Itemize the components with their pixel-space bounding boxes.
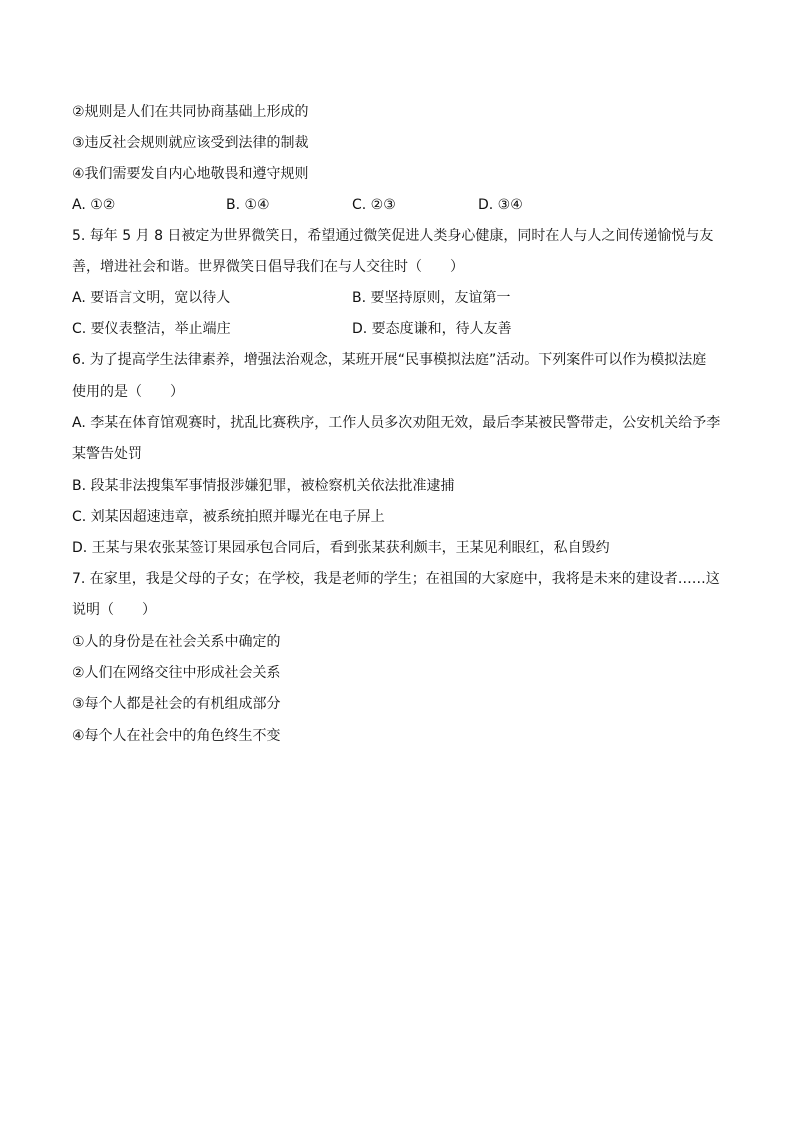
- q6-option-b: B. 段某非法搜集军事情报涉嫌犯罪，被检察机关依法批准逮捕: [72, 478, 455, 494]
- q5-option-c: C. 要仪表整洁，举止端庄: [72, 321, 231, 337]
- q7-statement-2: ②人们在网络交往中形成社会关系: [72, 665, 281, 681]
- q6-stem-line-1: 6. 为了提高学生法律素养，增强法治观念，某班开展“民事模拟法庭”活动。下列案件可以作为模拟法庭: [72, 352, 707, 368]
- q5-stem-line-1: 5. 每年 5 月 8 日被定为世界微笑日，希望通过微笑促进人类身心健康，同时在人与人之间传递愉悦与友: [72, 228, 714, 244]
- q5-option-b: B. 要坚持原则，友谊第一: [352, 290, 511, 306]
- q5-option-d: D. 要态度谦和，待人友善: [352, 321, 512, 337]
- statement-3: ③违反社会规则就应该受到法律的制裁: [72, 135, 309, 151]
- q6-stem-line-2: 使用的是（ ）: [72, 384, 184, 400]
- q6-option-a-line-1: A. 李某在体育馆观赛时，扰乱比赛秩序，工作人员多次劝阻无效，最后李某被民警带走，公安机关给予李: [72, 415, 721, 431]
- q4-option-d: D. ③④: [478, 197, 523, 213]
- q6-option-c: C. 刘某因超速违章，被系统拍照并曝光在电子屏上: [72, 509, 385, 525]
- q7-stem-line-1: 7. 在家里，我是父母的子女；在学校，我是老师的学生；在祖国的大家庭中，我将是未来的建设者……这: [72, 571, 720, 587]
- q5-stem-line-2: 善，增进社会和谐。世界微笑日倡导我们在与人交往时（ ）: [72, 259, 464, 275]
- q6-option-d: D. 王某与果农张某签订果园承包合同后，看到张某获利颇丰，王某见利眼红，私自毁约: [72, 540, 610, 556]
- q5-option-a: A. 要语言文明，宽以待人: [72, 290, 231, 306]
- q7-statement-1: ①人的身份是在社会关系中确定的: [72, 634, 281, 650]
- q7-statement-4: ④每个人在社会中的角色终生不变: [72, 728, 281, 744]
- q4-option-a: A. ①②: [72, 197, 116, 213]
- q7-stem-line-2: 说明（ ）: [72, 602, 156, 618]
- q4-option-c: C. ②③: [352, 197, 396, 213]
- statement-2: ②规则是人们在共同协商基础上形成的: [72, 104, 309, 120]
- q4-option-b: B. ①④: [226, 197, 270, 213]
- q7-statement-3: ③每个人都是社会的有机组成部分: [72, 696, 281, 712]
- statement-4: ④我们需要发自内心地敬畏和遵守规则: [72, 166, 309, 182]
- q6-option-a-line-2: 某警告处罚: [72, 446, 142, 462]
